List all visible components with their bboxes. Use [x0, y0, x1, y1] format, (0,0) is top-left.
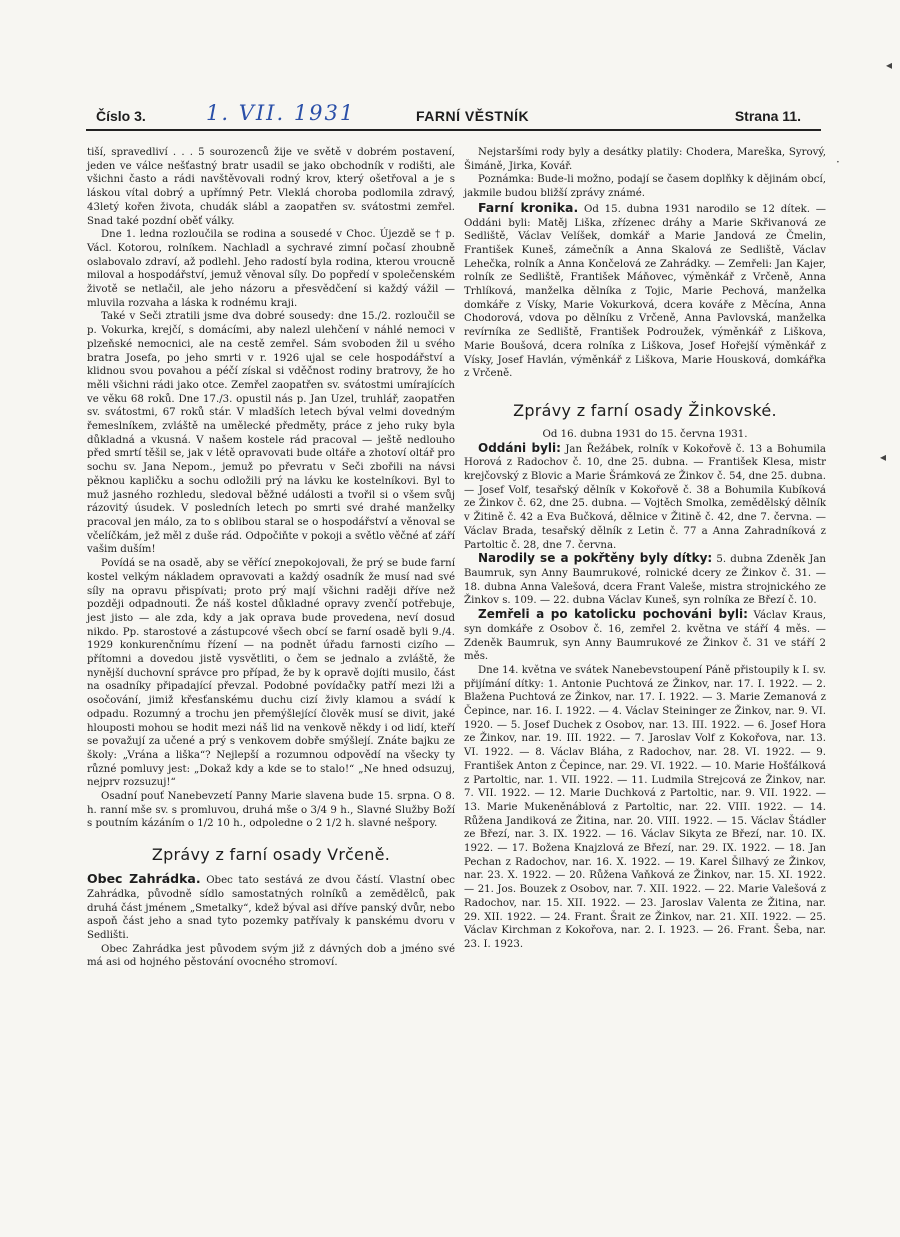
- article-paragraph: Povídá se na osadě, aby se věřící znepokojovali, že prý se bude farní kostel velkým nákladem opravovati a každý osadník že musí nad své síly na opravu přispívati; proto prý mají všichni raději dříve než později odpadnouti. Že náš kostel důkladné opravy zvenčí potřebuje, jest jisto — ale zda, kdy a jak oprava bude provedena, neví dosud nikdo. Pp. starostové a zástupcové všech obcí se farní osadě byli 9./4. 1929 konkurenčnímu řízení — na podnět úřadu farnosti cizího — přítomni a dovedou jistě vysvětliti, o čem se jednalo a zvláště, že nynější duchovní správce pro případ, že by k opravě dojíti musilo, část na osadníky připadající převzal. Podobné povídačky patří mezi lži a osočování, jimiž křesťanskému duchu cizí živly klamou a svádí k odpadu. Rozumný a trochu jen přemýšlející člověk musí se divit, jaké hlouposti mohou se hodit mezi náš lid na venkově někdy i od lidí, kteří se považují za učené a prý s venkovem dobře smýšlejí. Znáte bajku ze školy: „Vrána a liška“? Nejlepší a rozumnou odpovědí na všecky ty různé pomluvy jest: „Dokaž kdy a kde se to stalo!“ „Ne hned odsuzuj, nejprv rozsuzuj!“: [87, 558, 455, 789]
- article-paragraph: Osadní pouť Nanebevzetí Panny Marie slavena bude 15. srpna. O 8. h. ranní mše sv. s promluvou, druhá mše o 3/4 9 h., Slavné Služby Boží s poutním kázáním o 1/2 10 h., odpoledne o 2 1/2 h. slavné nešpory.: [87, 791, 455, 830]
- page-header: [86, 103, 821, 131]
- oddani-paragraph: [464, 442, 826, 553]
- article-paragraph: Nejstaršími rody byly a desátky platily: Chodera, Mareška, Syrový, Šimáně, Jirka, Kovář.: [464, 147, 826, 172]
- margin-mark-icon: ◂: [880, 450, 887, 464]
- narodily-paragraph: [464, 552, 826, 608]
- kronika-paragraph: [464, 201, 826, 381]
- article-paragraph: Také v Seči ztratili jsme dva dobré sousedy: dne 15./2. rozloučil se p. Vokurka, krejčí, s domácími, aby nalezl ulehčení v náhlé nemoci v plzeňské nemocnici, ale na cestě zemřel. Sám svoboden žil u svého bratra Josefa, po jeho smrti v r. 1926 ujal se cele hospodářství a klidnou svou povahou a péčí získal si vděčnost rodiny bratrovy, že ho měli všichni rádi jako otce. Zemřel zaopatřen sv. svátostmi umírajících ve věku 68 roků. Dne 17./3. opustil nás p. Jan Uzel, truhlář, zaopatřen sv. svátostmi, 67 roků stár. V mladších letech býval velmi dovedným řemeslníkem, zvláště na umělecké předměty, práce z jeho ruky byla důkladná a vkusná. V našem kostele rád pracoval — ještě nedlouho před smrtí těšil se, jak v létě opravovati bude oltáře a zhotoví oltář pro sochu sv. Jana Nepom., jemuž po převratu v Seči zbořili na návsi pěknou kapličku a sochu odložili prý na lávku ke kostelníkovi. Byl to muž jasného rozhledu, sledoval běžné události a tvořil si o všem svůj rázovitý úsudek. V posledních letech po smrti své drahé manželky pracoval jen málo, za to s oblibou staral se o hospodářství a věnoval se včelíčkám, jež měl z duše rád. Odpočiňte v pokoji a světlo věčné ať září vašim duším!: [87, 311, 455, 556]
- subsection-text: Obec tato sestává ze dvou částí. Vlastní obec Zahrádka, původně sídlo samostatných rolníků a zemědělců, pak druhá část jménem „Smetalky“, kdež býval asi dříve panský dvůr, nebo aspoň část jeho a snad tyto pozemky patřívaly k panskému dvoru v Sedlišti.: [87, 875, 455, 941]
- zemreli-paragraph: [464, 608, 826, 664]
- masthead-title: FARNÍ VĚSTNÍK: [416, 108, 530, 124]
- margin-mark-icon: ·: [836, 155, 840, 169]
- section-title-vrcene: Zprávy z farní osady Vrčeně.: [151, 845, 391, 865]
- page-number: Strana 11.: [734, 108, 801, 124]
- issue-number: Číslo 3.: [96, 108, 146, 124]
- section-title-zinkovy: Zprávy z farní osady Žinkovské.: [513, 400, 777, 420]
- narodily-label: Narodily se a pokřtěny byly dítky:: [478, 551, 713, 566]
- article-paragraph: Dne 14. května ve svátek Nanebevstoupení Páně přistoupily k I. sv. přijímání dítky: 1. Antonie Puchtová ze Žinkov, nar. 17. I. 1922. — 2. Blažena Puchtová ze Žinkov, nar. 17. I. 1922. — 3. Marie Zemanová z Čepince, nar. 16. I. 1922. — 4. Václav Steininger ze Žinkov, nar. 9. VI. 1920. — 5. Josef Duchek z Osobov, nar. 13. III. 1922. — 6. Josef Hora ze Žinkov, nar. 19. III. 1922. — 7. Jaroslav Volf z Kokořova, nar. 13. VI. 1922. — 8. Václav Bláha, z Radochov, nar. 28. VI. 1922. — 9. František Anton z Čepince, nar. 29. VI. 1922. — 10. Marie Hošťálková z Partoltic, nar. 1. VII. 1922. — 11. Ludmila Strejcová ze Žinkov, nar. 7. VII. 1922. — 12. Marie Duchková z Partoltic, nar. 9. VII. 1922. — 13. Marie Mukeněnáblová z Partoltic, nar. 22. VIII. 1922. — 14. Růžena Jandiková ze Žitina, nar. 20. VIII. 1922. — 15. Václav Štádler ze Březí, nar. 3. IX. 1922. — 16. Václav Sikyta ze Březí, nar. 10. IX. 1922. — 17. Božena Knajzlová ze Březí, nar. 29. IX. 1922. — 18. Jan Pechan z Radochov, nar. 16. X. 1922. — 19. Karel Šilhavý ze Žinkov, nar. 23. X. 1922. — 20. Růžena Vaňková ze Žinkov, nar. 15. XI. 1922. — 21. Jos. Bouzek z Osobov, nar. 7. XII. 1922. — 22. Marie Valešová z Radochov, nar. 15. XII. 1922. — 23. Jaroslav Valenta ze Žitina, nar. 29. XII. 1922. — 24. Frant. Šrait ze Žinkov, nar. 21. XII. 1922. — 25. Václav Kirchman z Kokořova, nar. 2. I. 1923. — 26. Frant. Šeba, nar. 23. I. 1923.: [464, 664, 826, 950]
- period-line: Od 16. dubna 1931 do 15. června 1931.: [542, 428, 748, 440]
- zemreli-label: Zemřeli a po katolicku pochováni byli:: [478, 607, 748, 622]
- handwritten-date: 1. VII. 1931: [206, 101, 356, 125]
- subsection-label: Obec Zahrádka.: [87, 871, 201, 887]
- article-paragraph: Poznámka: Bude-li možno, podají se časem doplňky k dějinám obcí, jakmile budou bližší zprávy známé.: [464, 174, 826, 200]
- narodily-text: 5. dubna Zdeněk Jan Baumruk, syn Anny Baumrukové, rolnické dcery ze Žinkov č. 31. — 18. dubna Anna Valešová, dcera Frant Valeše, mistra strojnického ze Žinkov s. 109. — 22. dubna Václav Kuneš, syn rolníka ze Březí č. 10.: [464, 554, 826, 607]
- margin-mark-icon: ◂: [886, 58, 893, 72]
- zemreli-text: Václav Kraus, syn domkáře z Osobov č. 16, zemřel 2. května ve stáří 4 měs. — Zdeněk Baumruk, syn Anny Baumrukové ze Žinkov č. 31 ve stáří 2 měs.: [464, 610, 826, 663]
- oddani-text: Jan Řežábek, rolník v Kokořově č. 13 a Bohumila Horová z Radochov č. 10, dne 25. dubna. — František Klesa, mistr krejčovský z Blovic a Marie Šrámková ze Žinkov č. 54, dne 25. dubna. — Josef Volf, tesařský dělník v Kokořově č. 38 a Bohumila Kubíková ze Žinkov č. 62, dne 25. dubna. — Vojtěch Smolka, zemědělský dělník v Žitině č. 42 a Eva Bučková, dělnice v Žitině č. 42, dne 7. června. — Václav Brada, tesařský dělník z Letin č. 77 a Anna Zahradníková z Partoltic č. 28, dne 7. června.: [464, 443, 826, 551]
- oddani-label: Oddáni byli:: [478, 440, 561, 455]
- article-paragraph: tiší, spravedliví . . . 5 sourozenců žije ve světě v dobrém postavení, jeden ve válce nešťastný bratr usadil se jako obchodník v rodišti, ale všichni často a rádi navštěvovali rodný krov, který ošetřoval a je s láskou vítal dobrý a upřímný Petr. Vleklá choroba podlomila zdravý, 43letý kořen života, chudák slábl a zaopatřen sv. svátostmi zemřel. Snad také pozdní oběť války.: [87, 147, 455, 227]
- kronika-label: Farní kronika.: [478, 199, 579, 215]
- article-paragraph: Dne 1. ledna rozloučila se rodina a sousedé v Choc. Újezdě se † p. Václ. Kotorou, rolníkem. Nachladl a sychravé zimní počasí zhoubně oslabovalo zdraví, až podlehl. Jeho radostí byla rodina, kterou vroucně miloval a hospodářství, jemuž věnoval síly. Do popředí v společenském životě se netlačil, ale jeho názoru a přesvědčení si každý vážil — mluvila rozvaha a láska k rodnému kraji.: [87, 229, 455, 309]
- kronika-text: Od 15. dubna 1931 narodilo se 12 dítek. — Oddáni byli: Matěj Liška, zřízenec dráhy a Marie Skřivanová ze Sedliště, Václav Velíšek, domkář a Marie Jandová ze Čmelin, František Kuneš, zámečník a Anna Skalová ze Sedliště, Václav Lehečka, rolník a Anna Končelová ze Zahrádky. — Zemřeli: Jan Kajer, rolník ze Sedliště, František Máňovec, výměnkář z Vrčeně, Anna Trhlíková, manželka dělníka z Tojic, Marie Pechová, manželka domkáře z Vísky, Marie Vokurková, dcera kováře z Měcína, Anna Chodorová, vdova po dělníku z Vrčeně, Anna Pavlovská, manželka revírníka ze Sedliště, František Podroužek, výměnkář z Liškova, Marie Boušová, dcera rolníka z Liškova, Josef Hořejší výměnkář z Vísky, Josef Havlán, výměnkář z Liškova, Marie Housková, domkářka z Vrčeně.: [464, 203, 826, 380]
- right-column: [464, 146, 826, 952]
- subsection-paragraph: [87, 872, 455, 943]
- left-column: [87, 146, 455, 970]
- subsection-paragraph: Obec Zahrádka jest původem svým již z dávných dob a jméno své má asi od hojného pěstování ovocného stromoví.: [87, 943, 455, 969]
